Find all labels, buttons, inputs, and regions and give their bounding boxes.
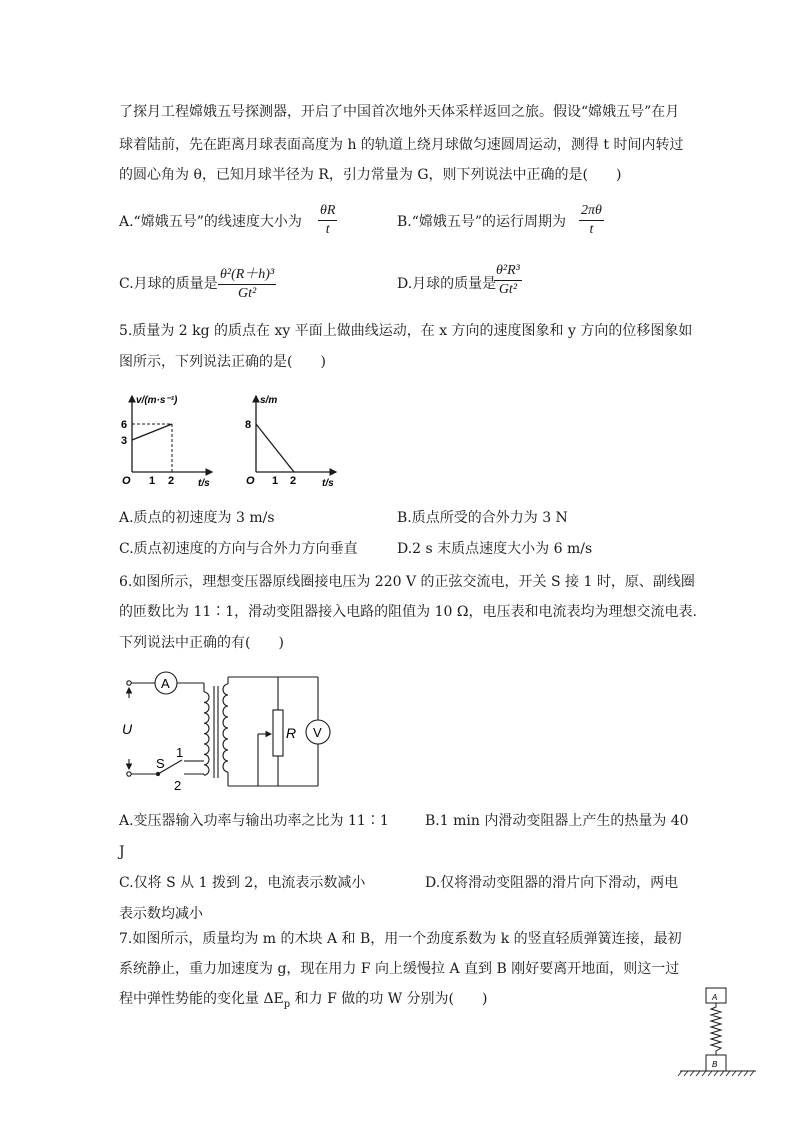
q5-graph2-xtick-2: 2 bbox=[290, 475, 297, 487]
q5-graph2-xlabel: t/s bbox=[322, 478, 334, 489]
q5-graph1-xtick-1: 1 bbox=[149, 475, 156, 487]
q4-option-d-fraction: θ²R³ Gt² bbox=[496, 263, 520, 297]
q4-option-c-fraction: θ²(R＋h)³ Gt² bbox=[220, 267, 275, 301]
q4-option-a-fraction: θR t bbox=[320, 203, 336, 237]
q7-block-b-label: B bbox=[712, 1060, 718, 1069]
q7-block-a-label: A bbox=[712, 993, 718, 1002]
q6-line-1: 6.如图所示，理想变压器原线圈接电压为 220 V 的正弦交流电，开关 S 接 1 时，原、副线圈 bbox=[119, 574, 695, 590]
q6-option-d-continued: 表示数均减小 bbox=[119, 906, 203, 922]
q7-spring-blocks-diagram bbox=[676, 985, 760, 1079]
q7-line-3: 程中弹性势能的变化量 $\Delta E_p$ 和力 F 做的功 W 分别为( ) bbox=[119, 991, 488, 1010]
q6-transformer-circuit bbox=[118, 664, 340, 794]
q5-graph1-xtick-2: 2 bbox=[168, 475, 175, 487]
q6-option-d[interactable]: D.仅将滑动变阻器的滑片向下滑动，两电 bbox=[425, 875, 679, 891]
q5-displacement-graph bbox=[236, 390, 346, 490]
q5-graph1-ytick-6: 6 bbox=[121, 419, 128, 431]
q6-option-c[interactable]: C.仅将 S 从 1 拨到 2，电流表示数减小 bbox=[119, 875, 366, 891]
q6-tap-2-label: 2 bbox=[174, 778, 182, 793]
q6-tap-1-label: 1 bbox=[176, 745, 184, 760]
q6-option-a[interactable]: A.变压器输入功率与输出功率之比为 11∶1 bbox=[119, 813, 389, 829]
q6-option-b[interactable]: B.1 min 内滑动变阻器上产生的热量为 40 bbox=[425, 813, 689, 829]
q6-option-b-continued: J bbox=[119, 844, 125, 860]
q7-line-2: 系统静止，重力加速度为 g，现在用力 F 向上缓慢拉 A 直到 B 刚好要离开地面，则这一过 bbox=[119, 961, 680, 977]
q5-option-b[interactable]: B.质点所受的合外力为 3 N bbox=[397, 510, 568, 526]
q7-line-1: 7.如图所示，质量均为 m 的木块 A 和 B，用一个劲度系数为 k 的竖直轻质弹簧连接，最初 bbox=[119, 931, 682, 947]
q4-option-b-fraction: 2πθ t bbox=[581, 203, 602, 237]
q7-subscript-p: p bbox=[283, 998, 291, 1010]
q6-line-2: 的匝数比为 11∶1，滑动变阻器接入电路的阻值为 10 Ω，电压表和电流表均为理想交流电表. bbox=[119, 604, 697, 620]
q4-option-a[interactable]: A.“嫦娥五号”的线速度大小为 bbox=[119, 214, 302, 230]
q4-line-3: 的圆心角为 θ，已知月球半径为 R，引力常量为 G，则下列说法中正确的是( ) bbox=[119, 167, 622, 183]
q4-option-b[interactable]: B.“嫦娥五号”的运行周期为 bbox=[397, 214, 567, 230]
q5-graph1-xlabel: t/s bbox=[198, 478, 210, 489]
q4-line-2: 球着陆前，先在距离月球表面高度为 h 的轨道上绕月球做匀速圆周运动，测得 t 时间内转过 bbox=[119, 137, 684, 153]
q6-line-3: 下列说法中正确的有( ) bbox=[119, 635, 284, 651]
q5-line-2: 图所示，下列说法正确的是( ) bbox=[119, 354, 326, 370]
q5-graph2-xtick-1: 1 bbox=[272, 475, 279, 487]
q6-voltage-label: U bbox=[122, 721, 133, 737]
q5-graph2-ylabel: s/m bbox=[260, 395, 278, 406]
q6-ammeter-label: A bbox=[161, 676, 170, 691]
q5-graph1-ylabel: v/(m·s⁻¹) bbox=[136, 395, 178, 406]
q5-line-1: 5.质量为 2 kg 的质点在 xy 平面上做曲线运动，在 x 方向的速度图象和 y 方向的位移图象如 bbox=[119, 323, 693, 339]
q5-option-c[interactable]: C.质点初速度的方向与合外力方向垂直 bbox=[119, 541, 358, 557]
q5-velocity-graph bbox=[112, 390, 222, 490]
q6-voltmeter-label: V bbox=[313, 725, 322, 740]
q5-graph2-ytick-8: 8 bbox=[245, 419, 252, 431]
q4-option-c[interactable]: C.月球的质量是 bbox=[119, 276, 218, 292]
q4-line-1: 了探月工程嫦娥五号探测器，开启了中国首次地外天体采样返回之旅。假设“嫦娥五号”在月 bbox=[119, 104, 680, 120]
q5-graph2-origin: O bbox=[246, 475, 255, 487]
q5-graph1-ytick-3: 3 bbox=[121, 435, 128, 447]
q5-graph1-origin: O bbox=[122, 475, 131, 487]
q6-switch-label: S bbox=[156, 756, 165, 771]
q4-option-d[interactable]: D.月球的质量是 bbox=[397, 276, 497, 292]
q6-resistor-label: R bbox=[286, 725, 297, 741]
q5-option-d[interactable]: D.2 s 末质点速度大小为 6 m/s bbox=[397, 541, 593, 557]
q5-option-a[interactable]: A.质点的初速度为 3 m/s bbox=[119, 510, 275, 526]
